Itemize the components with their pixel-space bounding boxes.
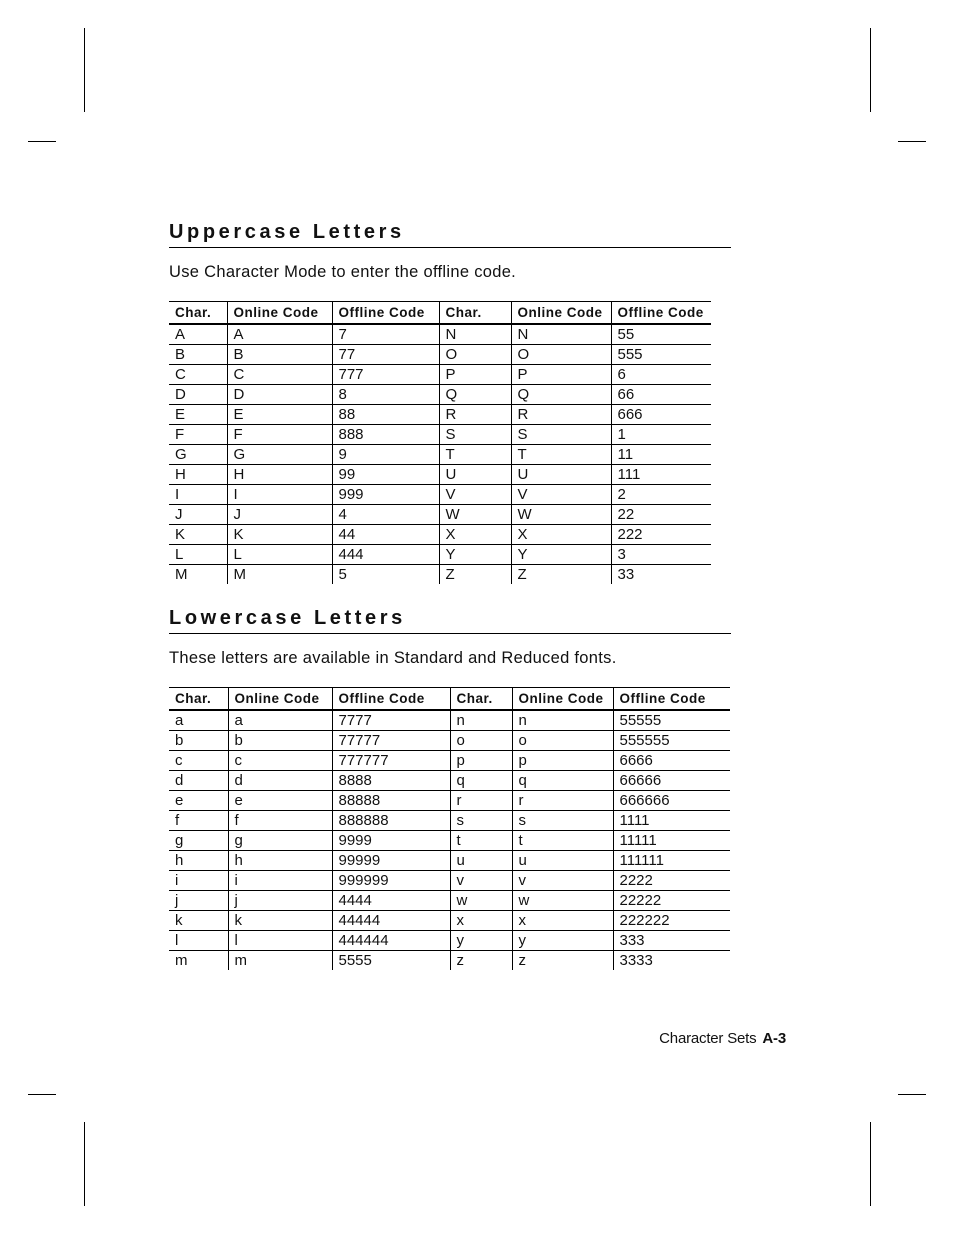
table-cell: F [227, 425, 332, 445]
column-header: Char. [450, 688, 512, 711]
table-cell: K [227, 525, 332, 545]
column-header: Offline Code [613, 688, 730, 711]
lowercase-section-title: Lowercase Letters [169, 606, 731, 634]
crop-mark-bottom-right-horizontal [898, 1094, 926, 1095]
table-cell: B [227, 345, 332, 365]
table-cell: f [228, 811, 332, 831]
crop-mark-top-left-horizontal [28, 141, 56, 142]
table-row [169, 385, 711, 405]
table-cell: 9999 [332, 831, 450, 851]
table-cell: e [169, 791, 228, 811]
table-cell: a [228, 710, 332, 731]
table-cell: G [227, 445, 332, 465]
table-cell: 22 [611, 505, 711, 525]
table-cell: W [439, 505, 511, 525]
table-cell: 66 [611, 385, 711, 405]
table-cell: 555555 [613, 731, 730, 751]
crop-mark-top-right-vertical [870, 28, 871, 112]
table-cell: 33 [611, 565, 711, 585]
table-cell: 6 [611, 365, 711, 385]
table-cell: x [450, 911, 512, 931]
table-cell: o [512, 731, 613, 751]
table-cell: i [228, 871, 332, 891]
table-cell: 9 [332, 445, 439, 465]
table-cell: j [169, 891, 228, 911]
table-cell: 2 [611, 485, 711, 505]
lowercase-intro-text: These letters are available in Standard and Reduced fonts. [169, 649, 617, 667]
table-cell: 22222 [613, 891, 730, 911]
table-cell: n [450, 710, 512, 731]
table-cell: S [439, 425, 511, 445]
table-cell: X [511, 525, 611, 545]
table-cell: v [512, 871, 613, 891]
table-cell: 8 [332, 385, 439, 405]
table-cell: H [169, 465, 227, 485]
table-cell: S [511, 425, 611, 445]
table-cell: I [169, 485, 227, 505]
table-cell: o [450, 731, 512, 751]
table-cell: R [439, 405, 511, 425]
table-cell: 11111 [613, 831, 730, 851]
uppercase-table [169, 301, 711, 584]
table-row [169, 811, 730, 831]
column-header: Offline Code [611, 302, 711, 325]
table-cell: k [169, 911, 228, 931]
table-cell: u [512, 851, 613, 871]
table-cell: t [512, 831, 613, 851]
column-header: Offline Code [332, 688, 450, 711]
column-header: Char. [439, 302, 511, 325]
table-row [169, 851, 730, 871]
table-cell: K [169, 525, 227, 545]
table-row [169, 425, 711, 445]
table-cell: 99999 [332, 851, 450, 871]
table-cell: y [450, 931, 512, 951]
table-cell: R [511, 405, 611, 425]
table-cell: E [169, 405, 227, 425]
table-cell: x [512, 911, 613, 931]
table-cell: G [169, 445, 227, 465]
table-cell: 999 [332, 485, 439, 505]
table-row [169, 891, 730, 911]
table-cell: s [512, 811, 613, 831]
table-cell: 7777 [332, 710, 450, 731]
table-cell: a [169, 710, 228, 731]
table-cell: 555 [611, 345, 711, 365]
table-cell: J [227, 505, 332, 525]
table-cell: k [228, 911, 332, 931]
table-cell: C [227, 365, 332, 385]
table-cell: w [450, 891, 512, 911]
table-row [169, 445, 711, 465]
table-cell: 3 [611, 545, 711, 565]
table-cell: A [227, 324, 332, 345]
table-cell: V [511, 485, 611, 505]
table-cell: 55 [611, 324, 711, 345]
table-cell: 8888 [332, 771, 450, 791]
column-header: Online Code [511, 302, 611, 325]
table-row [169, 565, 711, 585]
table-row [169, 831, 730, 851]
table-cell: c [228, 751, 332, 771]
table-cell: 4444 [332, 891, 450, 911]
table-cell: 1111 [613, 811, 730, 831]
table-cell: Z [511, 565, 611, 585]
table-cell: E [227, 405, 332, 425]
table-cell: M [175, 566, 188, 583]
table-cell: 2222 [613, 871, 730, 891]
column-header: Online Code [512, 688, 613, 711]
table-cell: B [169, 345, 227, 365]
table-cell: p [512, 751, 613, 771]
table-cell: H [227, 465, 332, 485]
crop-mark-bottom-left-vertical [84, 1122, 85, 1206]
table-cell: Q [439, 385, 511, 405]
crop-mark-bottom-right-vertical [870, 1122, 871, 1206]
table-row [169, 911, 730, 931]
table-cell: 666 [611, 405, 711, 425]
page-footer [659, 1030, 786, 1047]
table-cell: 111 [611, 465, 711, 485]
table-cell: v [450, 871, 512, 891]
table-cell: 777 [332, 365, 439, 385]
table-row [169, 931, 730, 951]
table-cell: 333 [613, 931, 730, 951]
table-cell: P [439, 365, 511, 385]
table-cell: c [169, 751, 228, 771]
table-cell: O [511, 345, 611, 365]
table-cell: O [439, 345, 511, 365]
table-row [169, 405, 711, 425]
table-cell: d [228, 771, 332, 791]
table-cell: N [439, 324, 511, 345]
table-cell: 444444 [332, 931, 450, 951]
table-cell: U [511, 465, 611, 485]
table-row [169, 871, 730, 891]
table-row [169, 525, 711, 545]
table-cell: 77777 [332, 731, 450, 751]
table-cell: b [228, 731, 332, 751]
table-cell: 44 [332, 525, 439, 545]
table-cell: 4 [332, 505, 439, 525]
table-row [169, 485, 711, 505]
table-row [169, 465, 711, 485]
table-cell: 55555 [613, 710, 730, 731]
table-row [169, 345, 711, 365]
table-row [169, 751, 730, 771]
table-cell: s [450, 811, 512, 831]
table-header-row [169, 688, 730, 711]
table-row [169, 791, 730, 811]
table-cell: 777777 [332, 751, 450, 771]
table-cell: n [512, 710, 613, 731]
table-cell: 888888 [332, 811, 450, 831]
table-cell: g [228, 831, 332, 851]
table-row [169, 771, 730, 791]
table-cell: p [450, 751, 512, 771]
table-cell: r [450, 791, 512, 811]
table-cell: h [169, 851, 228, 871]
crop-mark-top-right-horizontal [898, 141, 926, 142]
column-header: Char. [169, 688, 228, 711]
table-cell: Y [439, 545, 511, 565]
table-cell: j [228, 891, 332, 911]
table-cell: 999999 [332, 871, 450, 891]
table-cell: 5555 [332, 951, 450, 971]
table-cell: N [511, 324, 611, 345]
table-cell: 1 [611, 425, 711, 445]
table-row [169, 545, 711, 565]
table-cell: r [512, 791, 613, 811]
table-cell: C [169, 365, 227, 385]
table-cell: u [450, 851, 512, 871]
table-cell: g [169, 831, 228, 851]
table-cell: 44444 [332, 911, 450, 931]
table-cell: V [439, 485, 511, 505]
table-cell: z [450, 951, 512, 971]
table-cell: l [228, 931, 332, 951]
table-cell: h [228, 851, 332, 871]
table-cell: q [450, 771, 512, 791]
table-cell: t [450, 831, 512, 851]
table-row [169, 505, 711, 525]
table-cell: 6666 [613, 751, 730, 771]
column-header: Offline Code [332, 302, 439, 325]
table-cell: i [169, 871, 228, 891]
crop-mark-bottom-left-horizontal [28, 1094, 56, 1095]
table-cell: I [227, 485, 332, 505]
table-cell: m [175, 952, 188, 969]
column-header: Online Code [228, 688, 332, 711]
table-row [169, 951, 730, 971]
table-cell: l [169, 931, 228, 951]
table-row [169, 710, 730, 731]
table-cell: y [512, 931, 613, 951]
uppercase-section-title: Uppercase Letters [169, 220, 731, 248]
table-cell: T [439, 445, 511, 465]
table-cell: P [511, 365, 611, 385]
table-cell: 7 [332, 324, 439, 345]
table-row [169, 324, 711, 345]
table-cell: 111111 [613, 851, 730, 871]
uppercase-intro-text: Use Character Mode to enter the offline code. [169, 263, 517, 281]
table-cell: 222222 [613, 911, 730, 931]
table-cell: 11 [611, 445, 711, 465]
table-cell: 77 [332, 345, 439, 365]
table-header-row [169, 302, 711, 325]
crop-mark-top-left-vertical [84, 28, 85, 112]
table-cell: D [227, 385, 332, 405]
table-cell: 666666 [613, 791, 730, 811]
page-number: A-3 [762, 1030, 786, 1047]
table-cell: z [512, 951, 613, 971]
footer-section-name: Character Sets [659, 1030, 757, 1047]
table-cell: L [169, 545, 227, 565]
table-cell: 99 [332, 465, 439, 485]
table-cell: 5 [332, 565, 439, 585]
table-cell: b [169, 731, 228, 751]
table-cell: X [439, 525, 511, 545]
table-cell: 222 [611, 525, 711, 545]
table-cell: W [511, 505, 611, 525]
table-cell: q [512, 771, 613, 791]
table-cell: 444 [332, 545, 439, 565]
table-cell: D [169, 385, 227, 405]
table-cell: J [169, 505, 227, 525]
table-cell: F [169, 425, 227, 445]
table-cell: 88 [332, 405, 439, 425]
table-cell: A [169, 324, 227, 345]
table-cell: T [511, 445, 611, 465]
table-cell: e [228, 791, 332, 811]
lowercase-table [169, 687, 730, 970]
table-cell: U [439, 465, 511, 485]
table-cell: 3333 [613, 951, 730, 971]
table-row [169, 365, 711, 385]
table-cell: 66666 [613, 771, 730, 791]
table-cell: Y [511, 545, 611, 565]
table-cell: 888 [332, 425, 439, 445]
table-cell: w [512, 891, 613, 911]
table-cell: 88888 [332, 791, 450, 811]
table-cell: m [228, 951, 332, 971]
column-header: Online Code [227, 302, 332, 325]
table-cell: Z [439, 565, 511, 585]
table-cell: f [169, 811, 228, 831]
table-cell: L [227, 545, 332, 565]
column-header: Char. [169, 302, 227, 325]
table-row [169, 731, 730, 751]
table-cell: Q [511, 385, 611, 405]
table-cell: d [169, 771, 228, 791]
table-cell: M [227, 565, 332, 585]
